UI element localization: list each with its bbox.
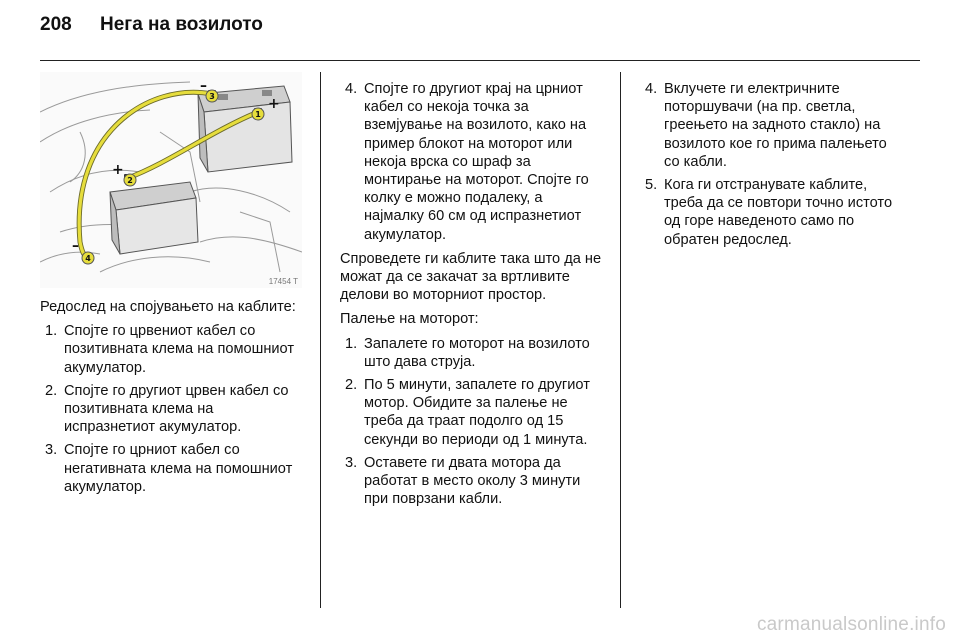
list-item: 5. Кога ги отстранувате каблите, треба да се повтори точно истото од горе наведеното само по обратен редослед. [645, 177, 893, 248]
plus-sign-discharged: + [112, 162, 124, 178]
column-3 [640, 80, 902, 255]
list-item: 3. Оставете ги двата мотора да работат в место околу 3 минути при поврзани кабли. [345, 454, 581, 508]
list-item: 2. По 5 минути, запалете го другиот мотор. Обидите за палење не треба да траат подолго од 15 секунди во периоди од 1 минута. [345, 377, 590, 448]
page-title: Нега на возилото [100, 14, 263, 35]
column-2 [340, 80, 602, 514]
figure-code: 17454 T [268, 277, 298, 286]
page-header [40, 14, 920, 44]
callout-2: 2 [127, 176, 133, 185]
list-item: 2. Спојте го другиот црвен кабел со позитивната клема на испразнетиот акумулатор. [45, 382, 289, 436]
watermark: carmanualsonline.info [756, 614, 946, 635]
column-divider-1 [320, 72, 321, 608]
engine-bay-drawing [40, 72, 302, 288]
minus-sign-ground: – [72, 238, 79, 254]
engine-start-heading: Палење на моторот: [340, 311, 479, 328]
plus-sign-donor: + [268, 96, 280, 112]
column-divider-2 [620, 72, 621, 608]
jump-start-illustration [40, 72, 302, 288]
minus-sign-donor: – [200, 78, 207, 94]
cable-routing-note: Спроведете ги каблите така што да не можат да се закачат за вртливите делови во моторниот простор. [340, 250, 602, 304]
header-rule [40, 60, 920, 61]
callout-3: 3 [209, 92, 215, 101]
connection-steps [40, 322, 302, 496]
list-item: 4. Вклучете ги електричните поторшувачи (на пр. светла, греењето на задното стакло) на возилото кое го прима палењето со кабли. [645, 81, 887, 170]
list-item: 1. Запалете го моторот на возилото што дава струја. [345, 335, 590, 370]
connection-intro: Редослед на спојувањето на каблите: [40, 299, 296, 315]
connection-steps-continued [340, 80, 602, 244]
page-number: 208 [40, 14, 72, 35]
list-item: 1. Спојте го црвениот кабел со позитивната клема на помошниот акумулатор. [45, 323, 295, 376]
engine-start-steps-continued [640, 80, 902, 249]
engine-start-steps [340, 335, 602, 509]
discharged-battery [110, 182, 198, 254]
callout-4: 4 [85, 254, 91, 263]
column-1 [40, 298, 302, 502]
callout-1: 1 [255, 110, 261, 119]
list-item: 4. Спојте го другиот крај на црниот кабел со некоја точка за вземјување на возилото, како на пример блокот на моторот или некоја врска со шраф за монтирање на моторот. Спојте го колку е можно подалеку, а најмалку 60 см од испразнетиот акумулатор. [345, 81, 589, 243]
list-item: 3. Спојте го црниот кабел со негативната клема на помошниот акумулатор. [45, 442, 293, 495]
